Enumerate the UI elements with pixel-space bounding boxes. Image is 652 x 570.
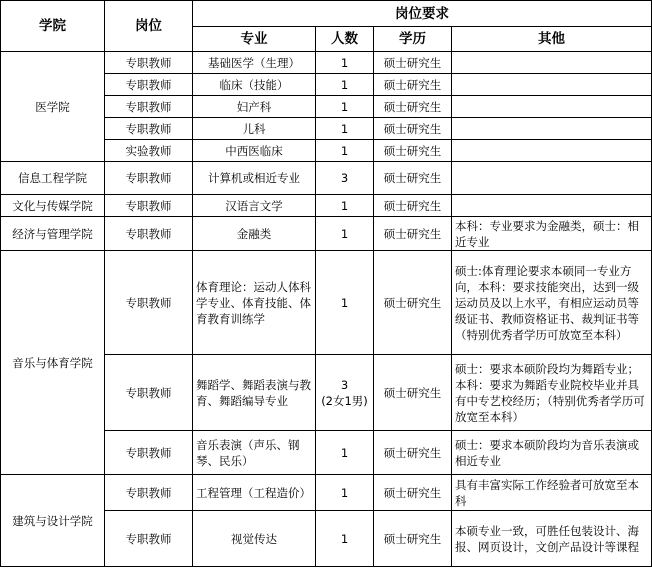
count-value: 3 [340, 377, 349, 392]
other-cell: 硕士：要求本硕阶段均为舞蹈专业；本科：要求为舞蹈专业院校毕业并具有中专艺校经历；（特别优秀者学历可放宽至本科） [452, 355, 652, 431]
count-cell: 1 [316, 431, 374, 475]
major-cell: 音乐表演（声乐、钢琴、民乐） [193, 431, 316, 475]
other-cell [452, 52, 652, 74]
other-cell [452, 118, 652, 140]
other-cell: 硕士:体育理论要求本硕同一专业方向，本科：要求技能突出，达到一级运动员及以上水平，有相应运动员等级证书、教师资格证书、裁判证书等（特别优秀者学历可放宽至本科） [452, 251, 652, 355]
major-cell: 儿科 [193, 118, 316, 140]
college-cell: 建筑与设计学院 [1, 475, 105, 567]
college-cell: 音乐与体育学院 [1, 251, 105, 475]
count-cell: 1 [316, 195, 374, 217]
college-cell: 经济与管理学院 [1, 217, 105, 251]
major-cell: 视觉传达 [193, 511, 316, 567]
count-cell: 1 [316, 251, 374, 355]
other-cell: 具有丰富实际工作经验者可放宽至本科 [452, 475, 652, 511]
count-cell: 1 [316, 52, 374, 74]
count-cell: 1 [316, 74, 374, 96]
count-note: (2女1男) [321, 393, 368, 408]
position-cell: 专职教师 [105, 251, 193, 355]
major-cell: 工程管理（工程造价） [193, 475, 316, 511]
position-cell: 专职教师 [105, 162, 193, 195]
position-cell: 专职教师 [105, 96, 193, 118]
college-cell: 医学院 [1, 52, 105, 162]
college-cell: 信息工程学院 [1, 162, 105, 195]
position-cell: 专职教师 [105, 118, 193, 140]
other-cell: 本科：专业要求为金融类，硕士：相近专业 [452, 217, 652, 251]
count-cell [316, 355, 374, 431]
other-cell [452, 74, 652, 96]
table-row [1, 475, 652, 511]
major-cell: 体育理论：运动人体科学专业、体育技能、体育教育训练学 [193, 251, 316, 355]
major-cell: 基础医学（生理） [193, 52, 316, 74]
major-cell: 妇产科 [193, 96, 316, 118]
count-cell: 1 [316, 217, 374, 251]
position-cell: 实验教师 [105, 140, 193, 162]
count-cell: 1 [316, 140, 374, 162]
other-cell [452, 195, 652, 217]
header-row-1 [1, 1, 652, 27]
major-cell: 临床（技能） [193, 74, 316, 96]
other-cell: 本硕专业一致，可胜任包装设计、海报、网页设计，文创产品设计等课程 [452, 511, 652, 567]
education-cell: 硕士研究生 [374, 118, 452, 140]
college-cell: 文化与传媒学院 [1, 195, 105, 217]
header-education: 学历 [374, 27, 452, 52]
table-row [1, 162, 652, 195]
education-cell: 硕士研究生 [374, 475, 452, 511]
position-cell: 专职教师 [105, 195, 193, 217]
position-cell: 专职教师 [105, 217, 193, 251]
table-row [1, 251, 652, 355]
position-cell: 专职教师 [105, 74, 193, 96]
major-cell: 中西医临床 [193, 140, 316, 162]
count-cell: 1 [316, 511, 374, 567]
position-cell: 专职教师 [105, 511, 193, 567]
education-cell: 硕士研究生 [374, 217, 452, 251]
education-cell: 硕士研究生 [374, 355, 452, 431]
count-cell: 1 [316, 96, 374, 118]
education-cell: 硕士研究生 [374, 511, 452, 567]
education-cell: 硕士研究生 [374, 162, 452, 195]
major-cell: 汉语言文学 [193, 195, 316, 217]
education-cell: 硕士研究生 [374, 140, 452, 162]
other-cell [452, 96, 652, 118]
education-cell: 硕士研究生 [374, 431, 452, 475]
education-cell: 硕士研究生 [374, 195, 452, 217]
count-cell: 1 [316, 475, 374, 511]
header-count: 人数 [316, 27, 374, 52]
major-cell: 舞蹈学、舞蹈表演与教育、舞蹈编导专业 [193, 355, 316, 431]
other-cell [452, 162, 652, 195]
position-cell: 专职教师 [105, 475, 193, 511]
education-cell: 硕士研究生 [374, 52, 452, 74]
education-cell: 硕士研究生 [374, 251, 452, 355]
position-cell: 专职教师 [105, 431, 193, 475]
count-cell: 3 [316, 162, 374, 195]
header-position: 岗位 [105, 1, 193, 52]
education-cell: 硕士研究生 [374, 74, 452, 96]
position-cell: 专职教师 [105, 355, 193, 431]
education-cell: 硕士研究生 [374, 96, 452, 118]
header-college: 学院 [1, 1, 105, 52]
header-requirements: 岗位要求 [193, 1, 652, 27]
position-cell: 专职教师 [105, 52, 193, 74]
table-row [1, 52, 652, 74]
header-other: 其他 [452, 27, 652, 52]
header-major: 专业 [193, 27, 316, 52]
table-row [1, 217, 652, 251]
other-cell: 硕士：要求本硕阶段均为音乐表演或相近专业 [452, 431, 652, 475]
table-row [1, 195, 652, 217]
major-cell: 计算机或相近专业 [193, 162, 316, 195]
count-cell: 1 [316, 118, 374, 140]
major-cell: 金融类 [193, 217, 316, 251]
other-cell [452, 140, 652, 162]
